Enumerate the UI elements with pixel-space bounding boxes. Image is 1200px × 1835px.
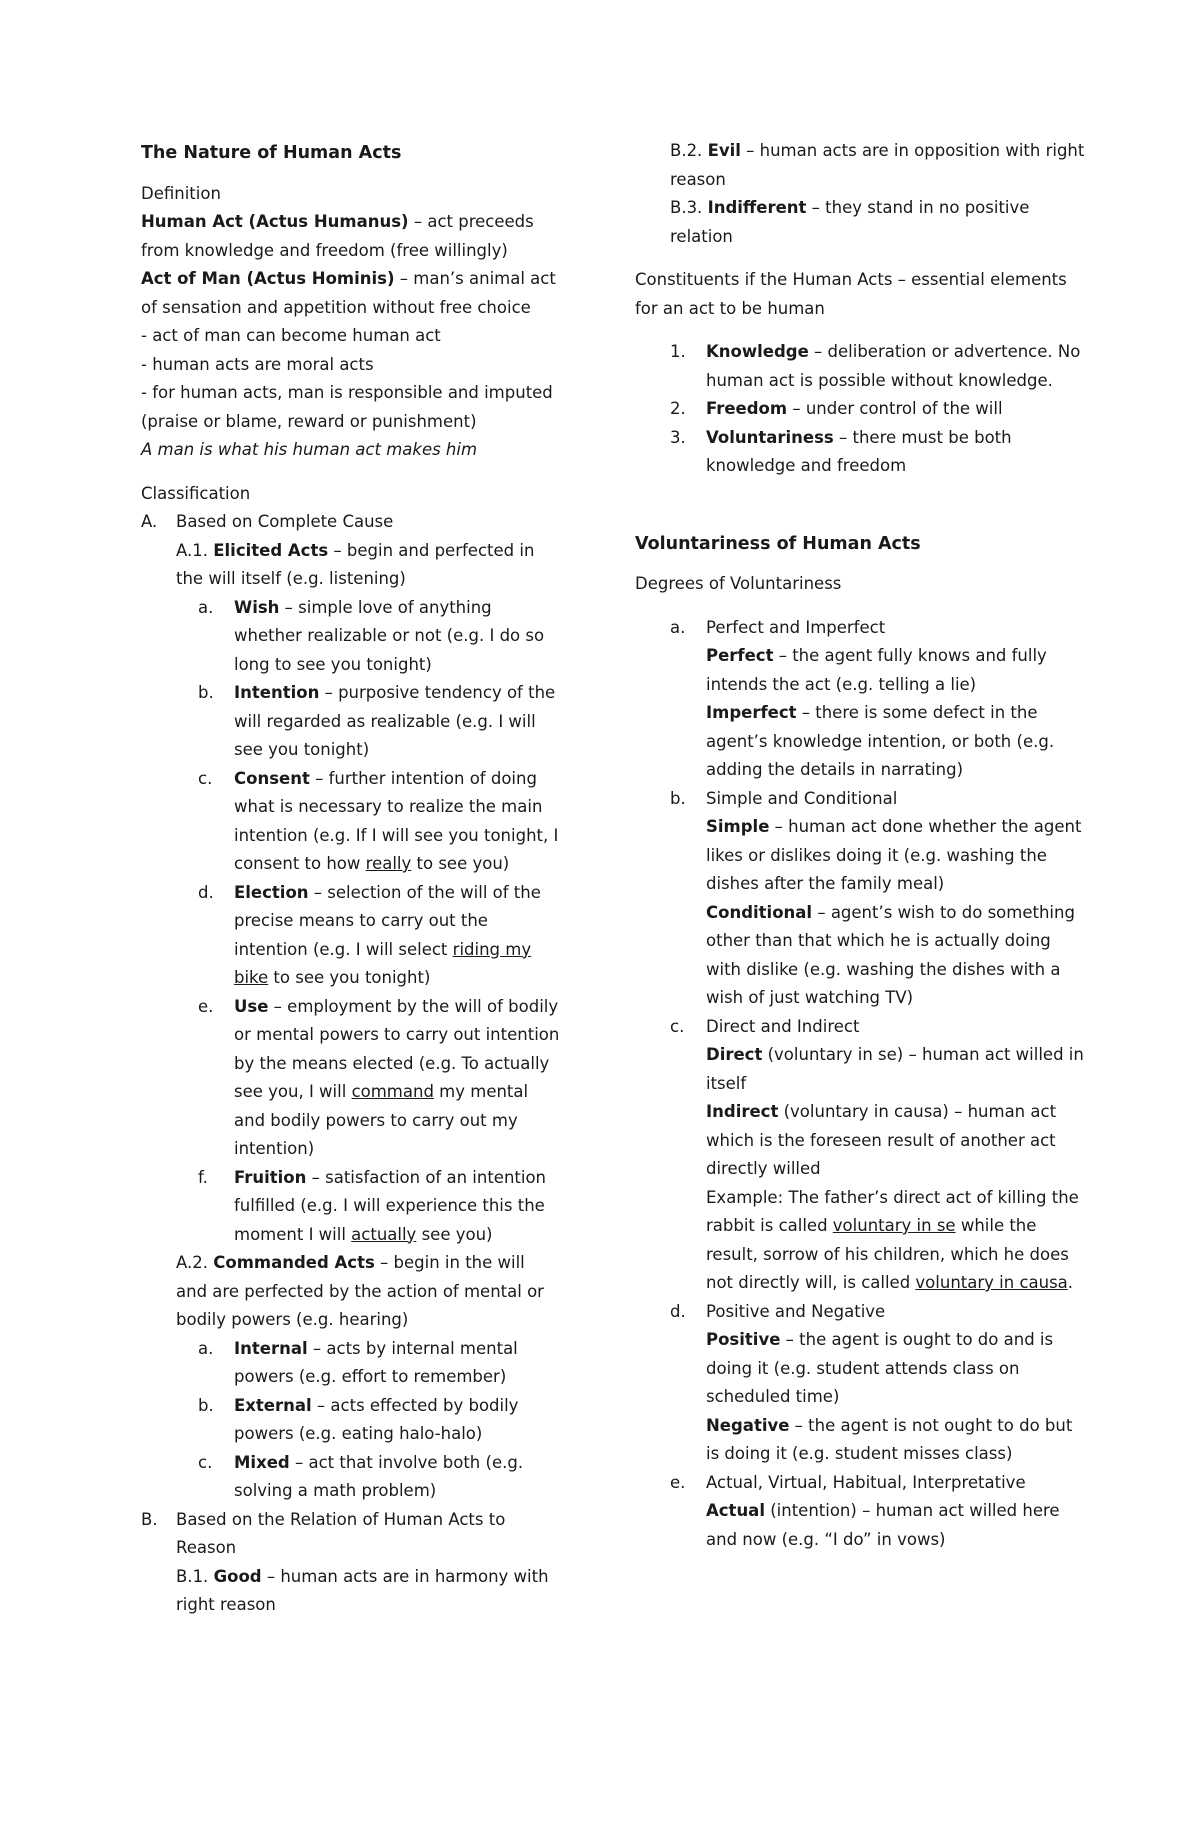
left-column: [141, 137, 561, 1620]
item-text: (voluntary in causa) – human act which is the foreseen result of another act directly willed: [706, 1102, 1057, 1178]
item-text: – there is some defect in the agent’s knowledge intention, or both (e.g. adding the details in narrating): [706, 703, 1055, 779]
item-term: Intention: [234, 683, 320, 702]
item-label: A.1.: [176, 540, 208, 560]
item-text: – the agent is not ought to do but is doing it (e.g. student misses class): [706, 1415, 1073, 1463]
list-item: [635, 424, 1085, 481]
quote-line: A man is what his human act makes him: [141, 440, 478, 459]
underlined-text: voluntary in se: [832, 1216, 956, 1235]
list-item: [141, 1164, 561, 1250]
act-of-man-definition: [141, 265, 561, 322]
item-label: b.: [198, 683, 214, 702]
item-label: e.: [198, 996, 214, 1016]
human-act-definition: [141, 208, 561, 265]
right-column: [635, 137, 1085, 1554]
item-label: a.: [670, 617, 686, 637]
item-label: c.: [670, 1016, 685, 1036]
human-act-text: – act preceeds from knowledge and freedom (free willingly): [141, 212, 534, 260]
item-term: Actual: [706, 1501, 765, 1520]
item-text: (voluntary in se) – human act willed in itself: [706, 1045, 1084, 1093]
item-label: 1.: [670, 342, 686, 361]
item-text: to see you): [411, 854, 510, 873]
item-term: Simple: [706, 817, 770, 836]
item-text: – further intention of doing what is necessary to realize the main intention (e.g. If I will see you tonight, I consent to how: [234, 768, 559, 873]
item-label: 2.: [670, 399, 686, 418]
page-title: The Nature of Human Acts: [141, 143, 402, 163]
example-text: Example: The father’s direct act of killing the rabbit is called: [706, 1187, 1079, 1235]
list-item: [141, 1392, 561, 1449]
item-term: Knowledge: [706, 342, 809, 361]
note-line: - human acts are moral acts: [141, 354, 374, 374]
item-label: c.: [198, 768, 213, 788]
item-text: – act that involve both (e.g. solving a math problem): [234, 1452, 524, 1500]
item-term: Election: [234, 882, 309, 902]
item-text: – begin and perfected in the will itself (e.g. listening): [176, 540, 535, 588]
list-item: [141, 1449, 561, 1506]
item-term: Perfect: [706, 646, 774, 665]
item-label: c.: [198, 1452, 213, 1472]
item-term: Wish: [234, 597, 280, 617]
act-of-man-term: Act of Man (Actus Hominis): [141, 269, 395, 288]
list-item: [141, 993, 561, 1164]
item-label: B.3.: [670, 198, 703, 217]
list-item: [141, 765, 561, 879]
item-label: a.: [198, 1338, 214, 1358]
item-term: Imperfect: [706, 703, 797, 722]
item-text: – deliberation or advertence. No human act is possible without knowledge.: [706, 342, 1081, 390]
item-text: my mental and bodily powers to carry out my intention): [234, 1082, 529, 1158]
item-text: (intention) – human act willed here and now (e.g. “I do” in vows): [706, 1501, 1060, 1549]
item-text: – human acts are in opposition with right reason: [670, 141, 1085, 189]
item-term: Freedom: [706, 399, 788, 418]
item-label: b.: [198, 1395, 214, 1415]
item-term: Good: [213, 1566, 262, 1586]
list-item-b: [141, 1506, 561, 1563]
item-term: Commanded Acts: [213, 1253, 375, 1272]
item-text: – the agent fully knows and fully intends the act (e.g. telling a lie): [706, 646, 1047, 694]
constituents-heading: Constituents if the Human Acts – essential elements for an act to be human: [635, 270, 1067, 318]
list-item-a: [635, 614, 1085, 785]
item-text: – there must be both knowledge and freedom: [706, 427, 1012, 475]
item-term: Voluntariness: [706, 427, 834, 447]
item-text: – acts by internal mental powers (e.g. effort to remember): [234, 1338, 518, 1386]
subsection-b2: [635, 137, 1085, 194]
item-term: Direct: [706, 1045, 763, 1064]
section-title: Voluntariness of Human Acts: [635, 533, 921, 554]
item-text: – simple love of anything whether realizable or not (e.g. I do so long to see you tonight): [234, 597, 545, 674]
subsection-a1: [141, 537, 561, 594]
underlined-text: really: [365, 854, 412, 873]
item-text: Perfect and Imperfect: [706, 617, 886, 637]
item-text: – acts effected by bodily powers (e.g. eating halo-halo): [234, 1395, 519, 1443]
human-act-term: Human Act (Actus Humanus): [141, 212, 409, 231]
item-term: Fruition: [234, 1167, 307, 1187]
item-label: B.2.: [670, 141, 703, 160]
subsection-a2: [141, 1249, 561, 1335]
act-of-man-text: – man’s animal act of sensation and appetition without free choice: [141, 269, 556, 317]
classification-heading: Classification: [141, 483, 251, 503]
degrees-heading: Degrees of Voluntariness: [635, 574, 842, 593]
item-term: Use: [234, 996, 269, 1016]
list-item-c: [635, 1013, 1085, 1298]
item-label: a.: [198, 597, 214, 617]
list-item: [141, 879, 561, 993]
item-label: A.: [141, 512, 158, 531]
underlined-text: riding my bike: [234, 939, 532, 987]
subsection-b3: [635, 194, 1085, 251]
item-text: – human act done whether the agent likes or dislikes doing it (e.g. washing the dishes after the family meal): [706, 817, 1082, 893]
list-item: [141, 1335, 561, 1392]
list-item-d: [635, 1298, 1085, 1469]
item-text: to see you tonight): [268, 968, 431, 987]
item-label: e.: [670, 1472, 686, 1492]
example-text: .: [1067, 1273, 1074, 1292]
list-item: [141, 594, 561, 680]
subsection-b1: [141, 1563, 561, 1620]
item-text: Actual, Virtual, Habitual, Interpretative: [706, 1472, 1026, 1492]
list-item-e: [635, 1469, 1085, 1555]
item-text: – satisfaction of an intention fulfilled (e.g. I will experience this the moment I will: [234, 1167, 547, 1244]
item-text: Based on the Relation of Human Acts to Reason: [176, 1509, 506, 1557]
item-text: – purposive tendency of the will regarded as realizable (e.g. I will see you tonight): [234, 683, 556, 759]
item-term: Positive: [706, 1330, 781, 1349]
item-text: – agent’s wish to do something other than that which he is actually doing with dislike (e.g. washing the dishes with a wish of just watching TV): [706, 902, 1075, 1007]
item-term: Conditional: [706, 902, 813, 922]
item-term: Evil: [707, 141, 741, 160]
item-text: Simple and Conditional: [706, 788, 898, 808]
item-text: – the agent is ought to do and is doing it (e.g. student attends class on scheduled time): [706, 1330, 1054, 1406]
note-line: - act of man can become human act: [141, 326, 441, 345]
list-item: [635, 338, 1085, 395]
item-term: Mixed: [234, 1452, 290, 1472]
list-item-b: [635, 785, 1085, 1013]
item-text: – they stand in no positive relation: [670, 198, 1030, 246]
item-label: f.: [198, 1167, 208, 1187]
item-term: External: [234, 1395, 312, 1415]
item-term: Consent: [234, 768, 310, 788]
underlined-text: command: [351, 1082, 434, 1101]
item-text: Direct and Indirect: [706, 1016, 860, 1036]
item-label: B.: [141, 1509, 158, 1529]
item-text: Positive and Negative: [706, 1301, 886, 1321]
item-text: – human acts are in harmony with right reason: [176, 1566, 549, 1614]
item-text: Based on Complete Cause: [176, 512, 394, 531]
list-item-a: [141, 508, 561, 537]
item-term: Elicited Acts: [213, 540, 329, 560]
underlined-text: voluntary in causa: [915, 1273, 1068, 1292]
item-term: Indirect: [706, 1102, 779, 1121]
item-label: d.: [670, 1301, 686, 1321]
item-text: – selection of the will of the precise means to carry out the intention (e.g. I will select: [234, 882, 541, 959]
item-text: – under control of the will: [787, 399, 1003, 418]
list-item: [141, 679, 561, 765]
note-line: - for human acts, man is responsible and imputed (praise or blame, reward or punishment): [141, 383, 553, 431]
item-term: Indifferent: [707, 198, 807, 217]
example-text: while the result, sorrow of his children, which he does not directly will, is called: [706, 1216, 1069, 1292]
item-label: d.: [198, 882, 214, 902]
item-label: 3.: [670, 427, 686, 447]
item-label: b.: [670, 788, 686, 808]
item-term: Negative: [706, 1415, 790, 1435]
item-term: Internal: [234, 1338, 308, 1358]
item-text: – employment by the will of bodily or mental powers to carry out intention by the means elected (e.g. To actually see you, I will: [234, 996, 560, 1101]
item-label: B.1.: [176, 1566, 209, 1586]
item-label: A.2.: [176, 1253, 208, 1272]
list-item: [635, 395, 1085, 424]
definition-heading: Definition: [141, 183, 221, 203]
item-text: – begin in the will and are perfected by the action of mental or bodily powers (e.g. hearing): [176, 1253, 544, 1329]
item-text: see you): [416, 1224, 493, 1244]
underlined-text: actually: [351, 1224, 417, 1244]
